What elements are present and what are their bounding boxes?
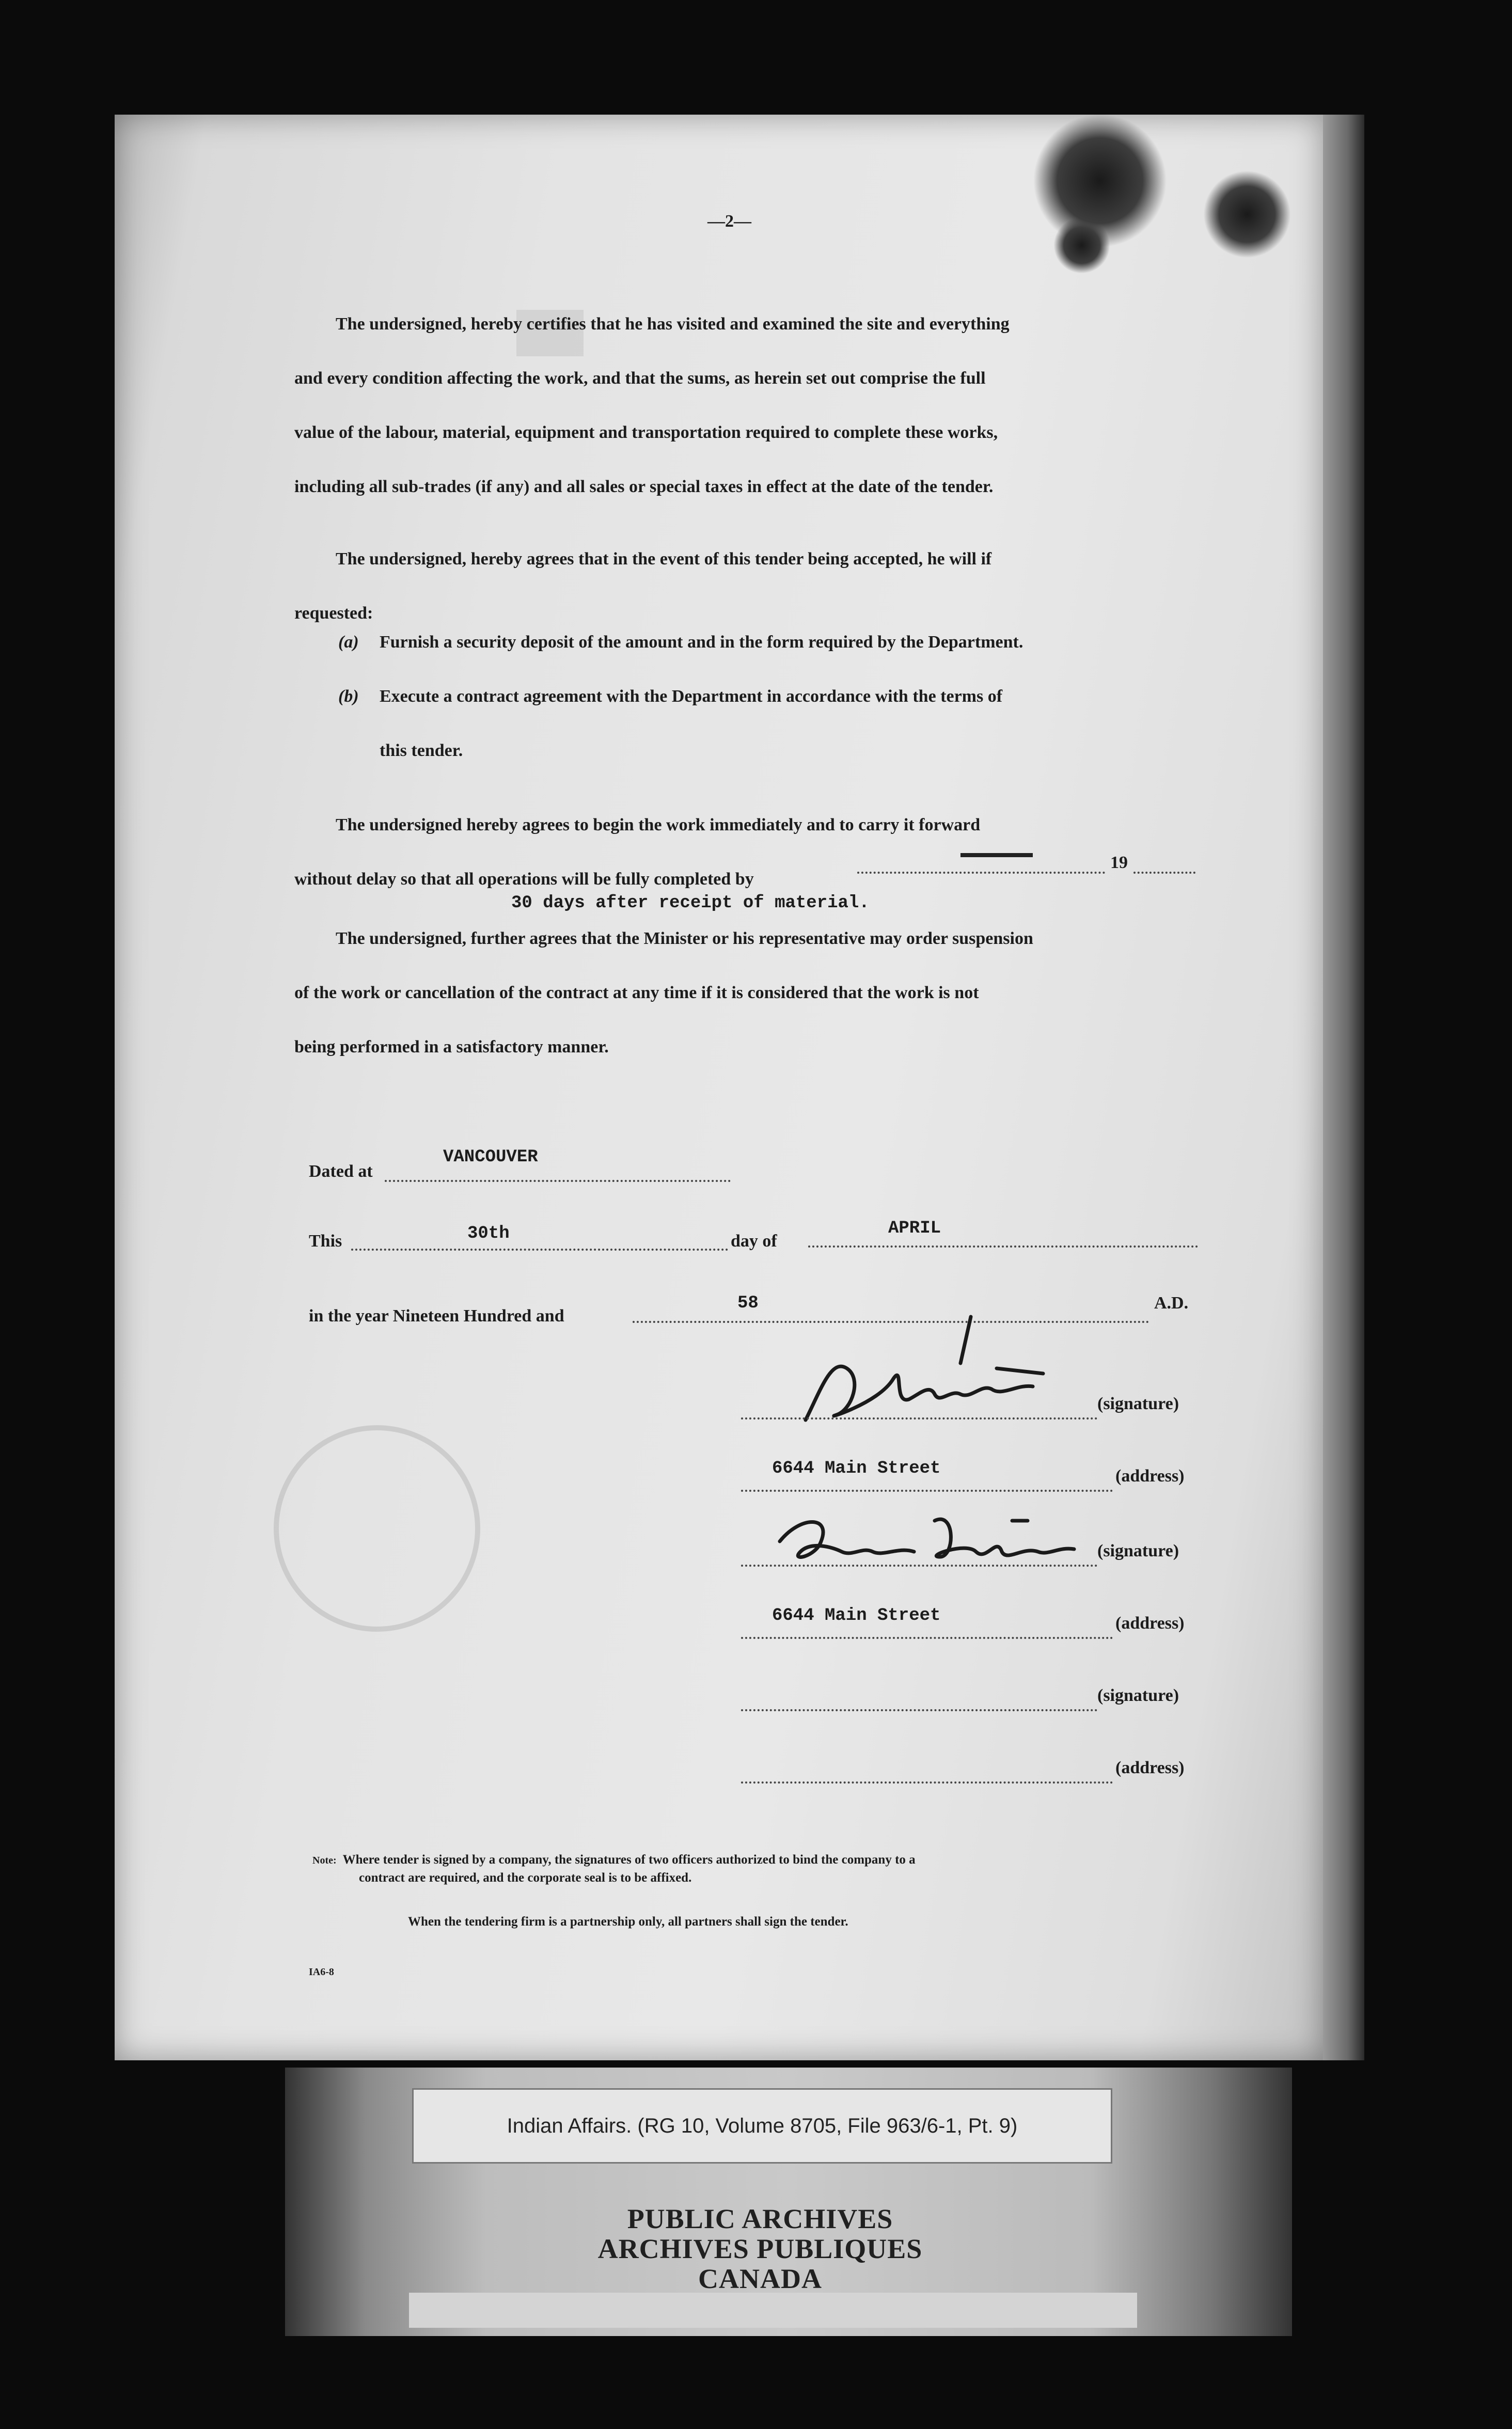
paragraph-line: being performed in a satisfactory manner.	[294, 1037, 609, 1056]
address-value-1: 6644 Main Street	[772, 1459, 941, 1478]
archive-stamp-line: CANADA	[698, 2263, 822, 2294]
signature-label-3: (signature)	[1097, 1686, 1179, 1705]
address-label-2: (address)	[1115, 1614, 1185, 1633]
paragraph-suspension	[294, 911, 1203, 1074]
signature-line-1	[741, 1417, 1097, 1419]
paragraph-line: value of the labour, material, equipment and transportation required to complete these works,	[294, 423, 998, 442]
note-text-2: contract are required, and the corporate seal is to be affixed.	[359, 1871, 692, 1885]
completion-year-label: 19	[1110, 853, 1128, 872]
ad-label: A.D.	[1154, 1294, 1189, 1313]
completion-typed-text: 30 days after receipt of material.	[511, 893, 870, 913]
note-text-1: Where tender is signed by a company, the signatures of two officers authorized to bind the company to a	[342, 1853, 916, 1867]
archive-stamp-line: PUBLIC ARCHIVES	[627, 2203, 893, 2234]
paragraph-line: without delay so that all operations will be fully completed by	[294, 870, 754, 889]
address-line-3	[741, 1781, 1113, 1784]
handwritten-signature-1	[775, 1296, 1064, 1430]
signature-line-2	[741, 1565, 1097, 1567]
page-number: —2—	[707, 212, 751, 231]
completion-date-dash	[960, 853, 1033, 857]
archive-reference-label: Indian Affairs. (RG 10, Volume 8705, File 963/6-1, Pt. 9)	[412, 2088, 1112, 2164]
page-edge-shadow	[1323, 115, 1364, 2060]
item-b	[338, 687, 1002, 706]
ink-stain	[1053, 217, 1110, 274]
day-value: 30th	[467, 1224, 510, 1243]
month-value: APRIL	[888, 1219, 941, 1238]
item-b-label: (b)	[338, 687, 359, 706]
archive-stamp-line: ARCHIVES PUBLIQUES	[597, 2233, 923, 2264]
item-b-continued: this tender.	[380, 741, 463, 760]
note-label: Note:	[312, 1855, 337, 1866]
address-value-2: 6644 Main Street	[772, 1606, 941, 1626]
month-line	[808, 1245, 1198, 1248]
paragraph-line: requested:	[294, 604, 373, 623]
ink-stain	[1203, 170, 1291, 258]
address-label-1: (address)	[1115, 1466, 1185, 1486]
note-partnership: When the tendering firm is a partnership only, all partners shall sign the tender.	[408, 1915, 848, 1929]
paragraph-line: The undersigned, hereby agrees that in the event of this tender being accepted, he will if	[336, 549, 992, 569]
note-block	[312, 1851, 1211, 1887]
signature-line-3	[741, 1709, 1097, 1711]
item-a-label: (a)	[338, 633, 359, 652]
address-line-1	[741, 1490, 1113, 1492]
address-label-3: (address)	[1115, 1758, 1185, 1777]
paragraph-line: The undersigned, further agrees that the Minister or his representative may order suspension	[336, 929, 1033, 948]
completion-date-line	[857, 872, 1105, 874]
year-label: in the year Nineteen Hundred and	[309, 1306, 564, 1326]
this-label: This	[309, 1232, 342, 1251]
paragraph-acceptance	[294, 532, 1203, 640]
dated-at-label: Dated at	[309, 1162, 373, 1181]
handwritten-signature-2	[769, 1500, 1090, 1572]
year-value: 58	[737, 1294, 759, 1313]
archive-stamp	[404, 2184, 1116, 2313]
signature-label-1: (signature)	[1097, 1394, 1179, 1413]
paragraph-line: of the work or cancellation of the contract at any time if it is considered that the work is not	[294, 983, 979, 1002]
item-b-text: Execute a contract agreement with the Department in accordance with the terms of	[380, 687, 1003, 706]
embossed-seal	[274, 1425, 480, 1632]
day-line	[351, 1249, 728, 1251]
paragraph-line: including all sub-trades (if any) and all sales or special taxes in effect at the date of the tender.	[294, 477, 994, 496]
completion-year-line	[1133, 872, 1195, 874]
paragraph-line: and every condition affecting the work, and that the sums, as herein set out comprise the full	[294, 369, 986, 388]
item-a	[338, 633, 1023, 652]
signature-label-2: (signature)	[1097, 1541, 1179, 1560]
item-a-text: Furnish a security deposit of the amount and in the form required by the Department.	[380, 633, 1023, 652]
paragraph-line: The undersigned, hereby certifies that he has visited and examined the site and everything	[336, 314, 1010, 334]
paragraph-completion	[294, 798, 1203, 906]
day-of-label: day of	[731, 1232, 777, 1251]
paragraph-line: The undersigned hereby agrees to begin the work immediately and to carry it forward	[336, 815, 981, 834]
dated-at-value: VANCOUVER	[443, 1147, 538, 1167]
dated-at-line	[385, 1180, 731, 1182]
paragraph-certification	[294, 297, 1203, 514]
address-line-2	[741, 1637, 1113, 1639]
form-code: IA6-8	[309, 1966, 334, 1978]
